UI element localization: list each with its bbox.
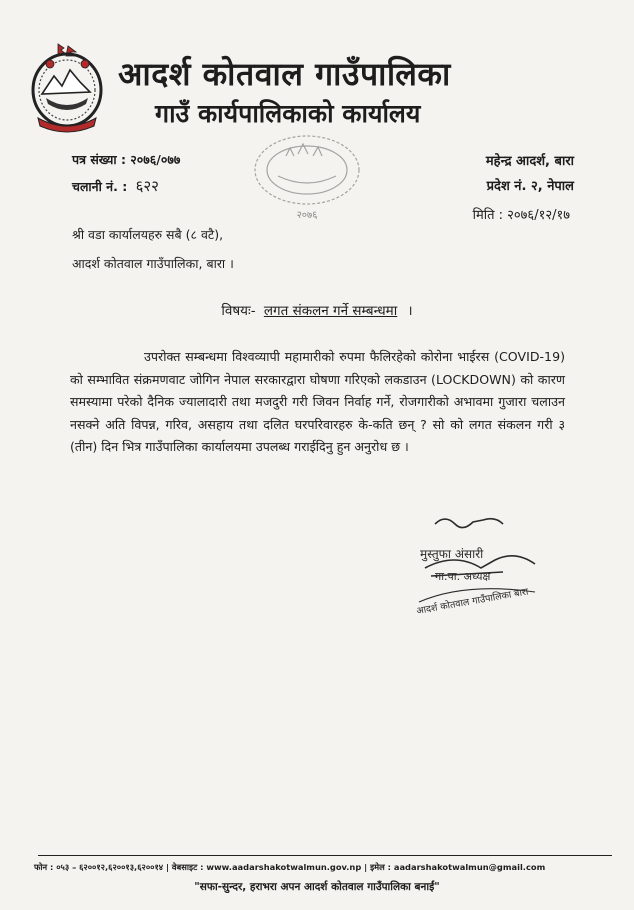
dispatch-number-handwritten: ६२२: [135, 177, 159, 195]
letter-date: मिति : २०७६/१२/१७: [472, 208, 570, 223]
subject-text: लगत संकलन गर्ने सम्बन्धमा: [263, 303, 398, 319]
stamp-date: २०७६: [296, 210, 318, 221]
subject-line: [0, 301, 634, 319]
signature-stamp-icon: [385, 510, 585, 620]
office-title: आदर्श कोतवाल गाउँपालिका: [118, 55, 451, 93]
footer-contact: फोन : ०५३ – ६२००१२,६२००१३,६२००१४ | वेबसाइट : www.aadarshakotwalmun.gov.np | इमेल : aadarshakotwalmun@gmail.com: [34, 862, 546, 872]
addressee-line-1: श्री वडा कार्यालयहरु सबै (८ वटै),: [72, 227, 224, 242]
reference-number: पत्र संख्या : २०७६/०७७: [72, 152, 181, 167]
office-stamp-icon: [248, 132, 366, 227]
signatory-stamp: आदर्श कोतवाल गाउँपालिका बारा: [415, 586, 530, 617]
addressee-line-2: आदर्श कोतवाल गाउँपालिका, बारा ।: [72, 256, 234, 271]
nepal-emblem-icon: [28, 42, 106, 134]
location-line-1: महेन्द्र आदर्श, बारा: [485, 154, 574, 169]
location-line-2: प्रदेश नं. २, नेपाल: [486, 179, 574, 194]
footer-divider: [38, 855, 612, 856]
dispatch-number-label: चलानी नं. :: [72, 179, 128, 194]
signatory-name: मुस्तुफा अंसारी: [420, 547, 484, 561]
letter-body: उपरोक्त सम्बन्धमा विश्वव्यापी महामारीको रुपमा फैलिरहेको कोरोना भाईरस (COVID-19) को सम्भावित संक्रमणवाट जोगिन नेपाल सरकारद्वारा घोषणा गरिएको लकडाउन (LOCKDOWN) को कारण समस्यामा परेको दैनिक ज्यालादारी तथा मजदुरी गरी जिवन निर्वाह गर्ने, रोजगारीको अभावमा गुजारा चलाउन नसक्ने अति विपन्न, गरिव, असहाय तथा दलित घरपरिवारहरु के-कति छन् ? सो को लगत संकलन गरी ३ (तीन) दिन भित्र गाउँपालिका कार्यालयमा उपलब्ध गराईदिनु हुन अनुरोध छ ।: [70, 349, 565, 454]
dispatch-number-row: [72, 176, 159, 196]
signatory-title: गा.पा. अध्यक्ष: [435, 570, 491, 583]
footer-slogan: "सफा-सुन्दर, हराभरा अपन आदर्श कोतवाल गाउँपालिका बनाईं": [194, 881, 440, 893]
subject-end: ।: [407, 303, 413, 319]
subject-label: विषयः-: [221, 303, 256, 319]
office-subtitle: गाउँ कार्यपालिकाको कार्यालय: [155, 99, 421, 128]
